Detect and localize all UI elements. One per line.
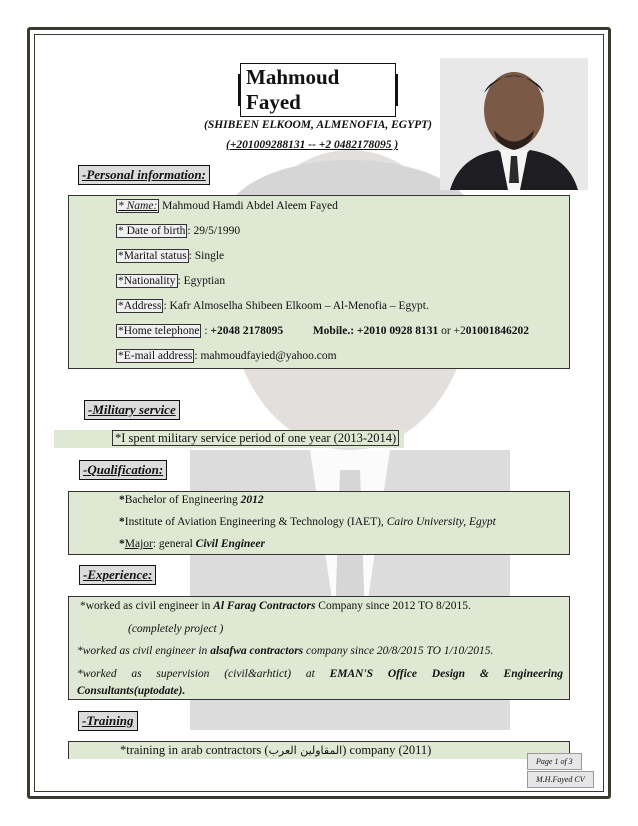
e1-suffix: Company since 2012 TO 8/2015. <box>315 600 471 612</box>
q1-year: 2012 <box>240 494 264 506</box>
q3-text: : general <box>152 538 196 550</box>
q2-bullet: * <box>119 516 125 528</box>
qualification-header: -Qualification: <box>79 460 167 480</box>
personal-phone-row <box>116 325 529 337</box>
nationality-label: *Nationality <box>118 275 176 287</box>
name-value: Mahmoud Hamdi Abdel Aleem Fayed <box>159 200 338 212</box>
e3-company: EMAN'S Office Design & Engineering Consultants(uptodate). <box>77 668 563 697</box>
training-arabic: المقاولين العرب <box>268 744 343 757</box>
marital-value: : Single <box>188 250 225 262</box>
mobile-value: .: +2010 0928 8131 <box>347 325 439 337</box>
name-title: Mahmoud Fayed <box>240 63 396 117</box>
mobile-or: or +2 <box>438 325 466 337</box>
name-label: * Name: <box>118 200 158 212</box>
nationality-value: : Egyptian <box>177 275 226 287</box>
q3-label: Major <box>124 538 153 550</box>
footer-cv-label: M.H.Fayed CV <box>527 771 594 788</box>
location-line: (SHIBEEN ELKOOM, ALMENOFIA, EGYPT) <box>204 119 433 131</box>
e3-text: *worked as supervision (civil&arhtict) at <box>77 668 330 680</box>
page-number: Page 1 of 3 <box>527 753 582 770</box>
qualification-line-2 <box>119 516 496 528</box>
phones-line: (+201009288131 -- +2 0482178095 ) <box>226 139 399 151</box>
personal-address-row <box>116 300 429 312</box>
personal-marital-row <box>116 250 224 262</box>
address-value: : Kafr Almoselha Shibeen Elkoom – Al-Menofia – Egypt. <box>163 300 429 312</box>
experience-note: (completely project ) <box>128 623 224 635</box>
dob-value: : 29/5/1990 <box>187 225 241 237</box>
q3-major: Civil Engineer <box>195 538 265 550</box>
e1-prefix: *worked as civil engineer in <box>80 600 214 612</box>
military-header: -Military service <box>84 400 180 420</box>
military-text-row <box>112 431 399 446</box>
mobile-label: Mobile <box>312 325 348 337</box>
training-suffix: ) company (2011) <box>342 743 432 757</box>
q3-bullet: * <box>119 538 125 550</box>
mobile-value-2: 01001846202 <box>465 325 530 337</box>
q1-bullet: * <box>119 494 125 506</box>
personal-dob-row <box>116 225 240 237</box>
qualification-line-1 <box>119 494 264 506</box>
e2-prefix: *worked as civil engineer in <box>77 645 211 657</box>
e2-company: alsafwa contractors <box>210 645 304 657</box>
address-label: *Address <box>118 300 162 312</box>
home-phone-label: *Home telephone <box>118 325 200 337</box>
q2-university: Cairo University, Egypt <box>386 516 496 528</box>
experience-header: -Experience: <box>79 565 156 585</box>
experience-line-1 <box>80 600 471 612</box>
marital-label: *Marital status <box>118 250 187 262</box>
experience-line-2 <box>77 645 493 657</box>
personal-nationality-row <box>116 275 225 287</box>
personal-email-row <box>116 350 337 362</box>
q1-text: Bachelor of Engineering <box>124 494 241 506</box>
q2-text: Institute of Aviation Engineering & Technology (IAET), <box>124 516 387 528</box>
profile-photo <box>440 58 588 190</box>
military-text: *I spent military service period of one year (2013-2014) <box>112 430 399 446</box>
personal-info-header: -Personal information: <box>78 165 210 185</box>
e1-company: Al Farag Contractors <box>213 600 316 612</box>
email-label: *E-mail address <box>118 350 193 362</box>
personal-name-row <box>116 200 338 212</box>
experience-line-3 <box>77 666 563 700</box>
training-header: -Training <box>78 711 138 731</box>
training-prefix: *training in arab contractors ( <box>120 743 269 757</box>
qualification-line-3 <box>119 538 265 550</box>
home-phone-colon: : <box>201 325 211 337</box>
training-line <box>120 743 431 758</box>
dob-label: * Date of birth <box>118 225 186 237</box>
e2-suffix: company since 20/8/2015 TO 1/10/2015. <box>303 645 494 657</box>
home-phone-value: +2048 2178095 <box>210 325 284 337</box>
email-value[interactable]: : mahmoudfayied@yahoo.com <box>194 350 337 362</box>
name-title-box <box>238 65 398 114</box>
